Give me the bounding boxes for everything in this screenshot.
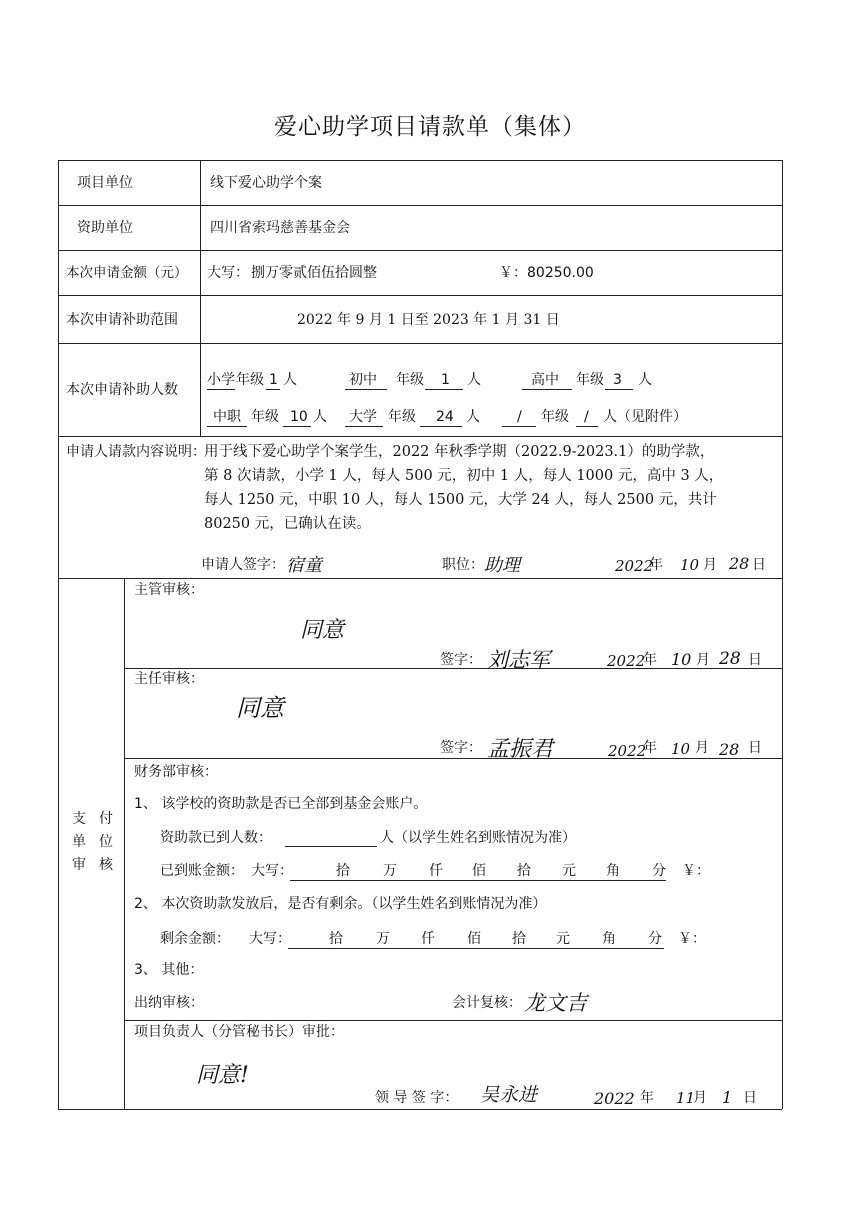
other-count-underline — [576, 426, 598, 427]
arrived-unit: 角 — [606, 863, 620, 879]
explanation-line-2: 第 8 次请款，小学 1 人，每人 500 元，初中 1 人，每人 1000 元，高中 3 人， — [204, 468, 724, 484]
funding-unit-label: 资助单位 — [77, 220, 133, 236]
primary-count-underline — [266, 389, 280, 390]
remaining-amount-underline — [288, 948, 664, 949]
director-date-year: 2022 — [608, 742, 647, 760]
senior-school-underline — [522, 389, 572, 390]
side-label-char: 审 — [72, 857, 86, 873]
leader-comment: 同意! — [196, 1063, 249, 1088]
senior-count-underline — [605, 389, 633, 390]
director-comment: 同意 — [236, 694, 284, 722]
applicant-year-unit: 年 — [649, 557, 663, 573]
junior-school-underline — [345, 389, 387, 390]
arrived-count-suffix: 人（以学生姓名到账情况为准） — [380, 830, 576, 846]
supervisor-date-year: 2022 — [607, 652, 646, 670]
side-label-char: 付 — [99, 811, 113, 827]
arrived-unit: 拾 — [517, 863, 531, 879]
director-year-unit: 年 — [643, 740, 657, 756]
finance-review-label: 财务部审核： — [134, 764, 218, 780]
junior-count: 1 — [441, 372, 450, 388]
vocational-grade-label: 年级 — [251, 409, 279, 425]
project-unit-label: 项目单位 — [77, 175, 133, 191]
junior-grade-label: 年级 — [396, 372, 424, 388]
primary-school-label: 小学 — [207, 372, 235, 388]
remaining-unit: 角 — [602, 931, 616, 947]
explanation-label: 申请人请款内容说明： — [66, 444, 206, 460]
junior-school-label: 初中 — [349, 372, 377, 388]
senior-count: 3 — [613, 372, 622, 388]
row-divider — [58, 436, 782, 437]
side-label-char: 支 — [72, 811, 86, 827]
university-label: 大学 — [349, 409, 377, 425]
senior-unit: 人 — [638, 372, 652, 388]
remaining-unit: 仟 — [421, 931, 435, 947]
range-label: 本次申请补助范围 — [66, 312, 178, 328]
applicant-date-year: 2022 — [615, 557, 654, 575]
other-suffix: 人（见附件） — [603, 409, 687, 425]
applicant-signature: 宿童 — [286, 555, 322, 576]
row-divider — [58, 295, 782, 296]
arrived-unit: 佰 — [472, 863, 486, 879]
primary-school-underline — [207, 389, 235, 390]
director-month-unit: 月 — [695, 740, 709, 756]
remaining-unit: 拾 — [329, 931, 343, 947]
position-label: 职位： — [442, 557, 484, 573]
supervisor-day-unit: 日 — [748, 652, 762, 668]
applicant-date-day: 28 — [729, 554, 750, 573]
funding-unit-value: 四川省索玛慈善基金会 — [210, 220, 350, 236]
director-sign-label: 签字： — [440, 740, 482, 756]
applicant-day-unit: 日 — [752, 557, 766, 573]
director-day-unit: 日 — [748, 740, 762, 756]
row-divider — [58, 205, 782, 206]
table-top-border — [58, 160, 782, 161]
university-underline — [345, 426, 383, 427]
vocational-label: 中职 — [213, 409, 241, 425]
cashier-review-label: 出纳审核： — [134, 995, 204, 1011]
senior-school-label: 高中 — [531, 372, 559, 388]
row-divider — [58, 343, 782, 344]
remaining-amount-label: 剩余金额： — [160, 931, 230, 947]
arrived-unit: 拾 — [336, 863, 350, 879]
other-grade-label: 年级 — [541, 409, 569, 425]
director-date-month: 10 — [671, 740, 691, 758]
side-column-divider — [124, 578, 125, 1109]
leader-date-year: 2022 — [594, 1089, 635, 1108]
arrived-amount-underline — [290, 880, 666, 881]
row-divider — [58, 578, 782, 579]
explanation-line-3: 每人 1250 元，中职 10 人，每人 1500 元，大学 24 人，每人 2500 元，共计 — [204, 492, 717, 508]
arrived-amount-label: 已到账金额： — [160, 863, 244, 879]
applicant-month-unit: 月 — [703, 557, 717, 573]
leader-month-unit: 月 — [693, 1090, 707, 1106]
director-date-day: 28 — [719, 740, 740, 759]
remaining-unit: 万 — [376, 931, 390, 947]
junior-unit: 人 — [467, 372, 481, 388]
row-divider — [58, 250, 782, 251]
leader-year-unit: 年 — [640, 1090, 654, 1106]
document-title: 爱心助学项目请款单（集体） — [274, 114, 586, 140]
supervisor-date-day: 28 — [719, 649, 741, 669]
headcount-label: 本次申请补助人数 — [66, 382, 178, 398]
finance-question-1: 1、 该学校的资助款是否已全部到基金会账户。 — [134, 796, 428, 812]
university-count-underline — [420, 426, 462, 427]
remaining-unit: 分 — [648, 931, 662, 947]
supervisor-sign-label: 签字： — [440, 652, 482, 668]
remaining-unit: 佰 — [467, 931, 481, 947]
row-divider — [124, 758, 782, 759]
leader-date-day: 1 — [722, 1088, 733, 1107]
remaining-capital-label: 大写： — [249, 931, 291, 947]
position-value: 助理 — [484, 555, 520, 576]
primary-grade-label: 年级 — [236, 372, 264, 388]
range-value: 2022 年 9 月 1 日至 2023 年 1 月 31 日 — [297, 312, 560, 328]
primary-count: 1 — [269, 372, 278, 388]
other-level: / — [517, 409, 522, 425]
arrived-yuan-symbol: ￥： — [682, 863, 710, 879]
supervisor-signature: 刘志军 — [487, 648, 550, 672]
amount-capital-value: 捌万零贰佰伍拾圆整 — [251, 265, 377, 281]
row-divider — [124, 1020, 782, 1021]
remaining-unit: 元 — [556, 931, 570, 947]
arrived-capital-label: 大写： — [251, 863, 293, 879]
side-label-char: 位 — [99, 834, 113, 850]
explanation-line-1: 用于线下爱心助学个案学生，2022 年秋季学期（2022.9-2023.1）的助学款， — [204, 444, 715, 460]
accountant-signature: 龙文吉 — [524, 991, 587, 1015]
finance-question-2: 2、 本次资助款发放后，是否有剩余。（以学生姓名到账情况为准） — [134, 896, 547, 912]
label-column-divider — [200, 160, 201, 436]
director-review-label: 主任审核： — [134, 671, 204, 687]
arrived-count-underline — [285, 846, 377, 847]
supervisor-year-unit: 年 — [643, 652, 657, 668]
arrived-unit: 分 — [652, 863, 666, 879]
arrived-unit: 元 — [562, 863, 576, 879]
remaining-unit: 拾 — [512, 931, 526, 947]
amount-label: 本次申请金额（元） — [66, 265, 188, 281]
director-signature: 孟振君 — [487, 737, 554, 762]
leader-signature: 吴永进 — [480, 1084, 538, 1106]
table-right-border — [782, 160, 783, 1109]
arrived-unit: 万 — [383, 863, 397, 879]
senior-grade-label: 年级 — [576, 372, 604, 388]
remaining-yuan-symbol: ￥： — [678, 931, 706, 947]
finance-question-3: 3、 其他： — [134, 962, 204, 978]
leader-sign-label: 领 导 签 字： — [375, 1090, 459, 1106]
side-label-char: 核 — [99, 857, 113, 873]
project-unit-value: 线下爱心助学个案 — [210, 175, 322, 191]
other-level-underline — [502, 426, 536, 427]
explanation-line-4: 80250 元，已确认在读。 — [204, 516, 371, 532]
table-left-border — [58, 160, 59, 1109]
amount-numeric: ￥：80250.00 — [499, 265, 594, 281]
junior-count-underline — [425, 389, 463, 390]
arrived-unit: 仟 — [429, 863, 443, 879]
amount-capital-prefix: 大写： — [207, 265, 249, 281]
supervisor-review-label: 主管审核： — [134, 582, 204, 598]
side-label-char: 单 — [72, 834, 86, 850]
supervisor-date-month: 10 — [671, 650, 692, 669]
primary-unit: 人 — [283, 372, 297, 388]
applicant-date-month: 10 — [680, 556, 700, 574]
vocational-count: 10 — [290, 409, 308, 425]
university-grade-label: 年级 — [388, 409, 416, 425]
other-count: / — [584, 409, 589, 425]
leader-date-month: 11 — [676, 1089, 696, 1107]
supervisor-comment: 同意 — [300, 618, 345, 643]
university-count: 24 — [436, 409, 454, 425]
leader-approval-label: 项目负责人（分管秘书长）审批： — [134, 1024, 344, 1040]
leader-day-unit: 日 — [743, 1090, 757, 1106]
vocational-underline — [207, 426, 247, 427]
arrived-count-label: 资助款已到人数： — [160, 830, 272, 846]
supervisor-month-unit: 月 — [696, 652, 710, 668]
table-bottom-border — [58, 1109, 782, 1110]
university-unit: 人 — [466, 409, 480, 425]
vocational-unit: 人 — [313, 409, 327, 425]
vocational-count-underline — [283, 426, 311, 427]
accountant-review-label: 会计复核： — [452, 995, 522, 1011]
applicant-sign-label: 申请人签字： — [201, 557, 285, 573]
